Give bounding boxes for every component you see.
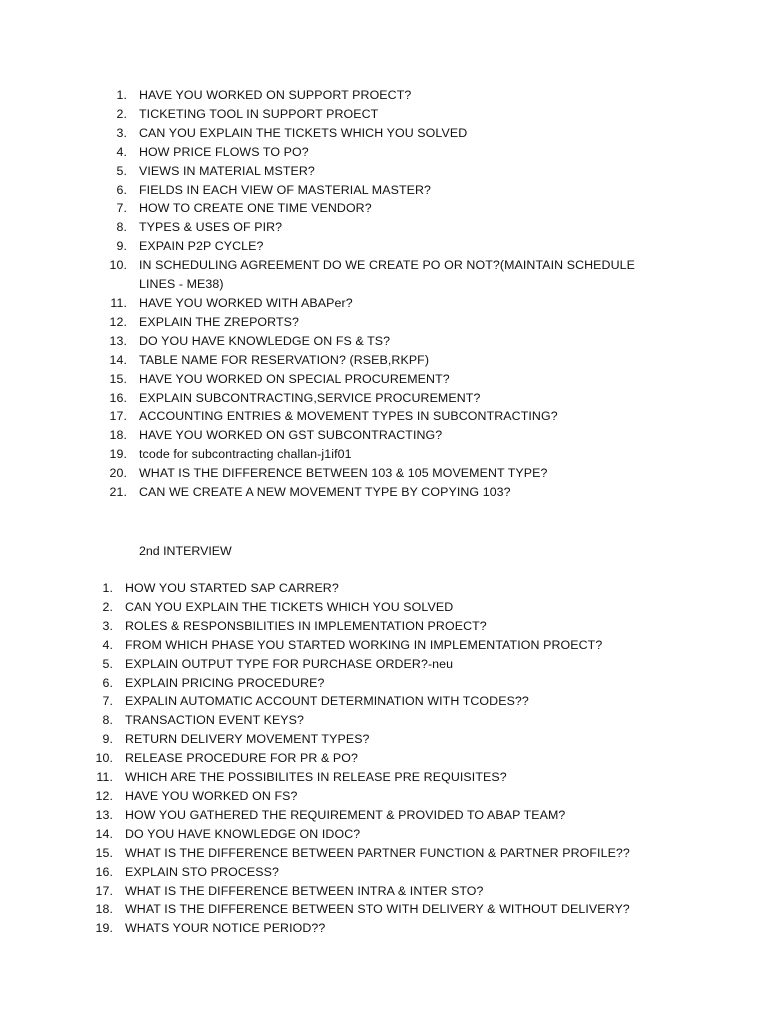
list-item-number: 11.: [96, 770, 113, 785]
list-item-number: 8.: [102, 713, 113, 728]
list-item-text: VIEWS IN MATERIAL MSTER?: [139, 163, 315, 178]
list-item-number: 21.: [109, 485, 127, 500]
list-item: [95, 825, 685, 844]
list-item: [95, 749, 685, 768]
list-item-number: 3.: [116, 125, 127, 140]
list-item-text: ACCOUNTING ENTRIES & MOVEMENT TYPES IN SUBCONTRACTING?: [139, 409, 558, 424]
list-item: [102, 636, 685, 655]
list-item-text: WHAT IS THE DIFFERENCE BETWEEN STO WITH DELIVERY & WITHOUT DELIVERY?: [125, 902, 630, 917]
list-item-number: 19.: [109, 447, 127, 462]
list-item: [102, 692, 685, 711]
list-item: [116, 162, 659, 181]
list-item-text: TYPES & USES OF PIR?: [139, 220, 283, 235]
list-item-number: 16.: [109, 390, 127, 405]
list-item-number: 15.: [109, 371, 127, 386]
list-item-number: 14.: [109, 352, 127, 367]
list-item-number: 12.: [109, 314, 127, 329]
list-item: [109, 445, 659, 464]
list-item-text: HOW YOU STARTED SAP CARRER?: [125, 581, 339, 595]
list-item: [102, 598, 685, 617]
second-interview-list: [95, 579, 685, 938]
list-item: [95, 863, 685, 882]
list-item-number: 18.: [109, 428, 127, 443]
list-item-number: 1.: [116, 88, 127, 102]
list-item-text: HOW YOU GATHERED THE REQUIREMENT & PROVIDED TO ABAP TEAM?: [125, 807, 566, 822]
list-item: [116, 86, 659, 105]
list-item-text: EXPALIN AUTOMATIC ACCOUNT DETERMINATION WITH TCODES??: [125, 694, 529, 709]
list-item-text: DO YOU HAVE KNOWLEDGE ON FS & TS?: [139, 333, 391, 348]
list-item: [109, 313, 659, 332]
list-item: [110, 294, 659, 313]
list-item-text: TICKETING TOOL IN SUPPORT PROECT: [139, 106, 379, 121]
list-item-text: HOW PRICE FLOWS TO PO?: [139, 144, 309, 159]
list-item-text: RETURN DELIVERY MOVEMENT TYPES?: [125, 732, 370, 747]
list-item-number: 7.: [116, 201, 127, 216]
list-item: [102, 655, 685, 674]
list-item-text: FROM WHICH PHASE YOU STARTED WORKING IN IMPLEMENTATION PROECT?: [125, 637, 603, 652]
list-item-number: 19.: [95, 921, 113, 936]
list-item-text: HAVE YOU WORKED WITH ABAPer?: [139, 295, 353, 310]
list-item-number: 14.: [95, 826, 113, 841]
list-item-number: 12.: [95, 788, 113, 803]
list-item-number: 5.: [102, 656, 113, 671]
list-item: [109, 426, 659, 445]
list-item-text: CAN WE CREATE A NEW MOVEMENT TYPE BY COPYING 103?: [139, 485, 511, 500]
list-item-text: EXPLAIN SUBCONTRACTING,SERVICE PROCUREMENT?: [139, 390, 481, 405]
list-item: [95, 919, 685, 938]
list-item-text: IN SCHEDULING AGREEMENT DO WE CREATE PO OR NOT?(MAINTAIN SCHEDULE LINES - ME38): [139, 258, 635, 292]
list-item-number: 9.: [116, 239, 127, 254]
list-item: [102, 674, 685, 693]
list-item-number: 4.: [102, 637, 113, 652]
list-item: [116, 181, 659, 200]
list-item-text: WHAT IS THE DIFFERENCE BETWEEN INTRA & INTER STO?: [125, 883, 484, 898]
list-item-number: 16.: [95, 864, 113, 879]
list-item-text: HAVE YOU WORKED ON FS?: [125, 788, 298, 803]
list-item-number: 6.: [102, 675, 113, 690]
list-item-number: 18.: [95, 902, 113, 917]
list-item: [109, 407, 659, 426]
list-item-number: 5.: [116, 163, 127, 178]
list-item: [109, 351, 659, 370]
list-item-number: 3.: [102, 618, 113, 633]
list-item-text: DO YOU HAVE KNOWLEDGE ON IDOC?: [125, 826, 361, 841]
list-item: [116, 143, 659, 162]
list-item-number: 2.: [116, 106, 127, 121]
list-item-text: FIELDS IN EACH VIEW OF MASTERIAL MASTER?: [139, 182, 432, 197]
list-item: [109, 464, 659, 483]
list-item-text: HOW TO CREATE ONE TIME VENDOR?: [139, 201, 372, 216]
list-item-number: 9.: [102, 732, 113, 747]
list-item-text: tcode for subcontracting challan-j1if01: [139, 447, 352, 462]
list-item-text: WHAT IS THE DIFFERENCE BETWEEN 103 & 105 MOVEMENT TYPE?: [139, 466, 548, 481]
list-item: [109, 370, 659, 389]
first-interview-list: [109, 86, 659, 502]
list-item: [95, 900, 685, 919]
list-item-number: 17.: [109, 409, 127, 424]
list-item: [95, 844, 685, 863]
list-item-text: EXPLAIN THE ZREPORTS?: [139, 314, 300, 329]
list-item-text: TABLE NAME FOR RESERVATION? (RSEB,RKPF): [139, 352, 430, 367]
list-item: [116, 218, 659, 237]
list-item: [109, 332, 659, 351]
list-item-number: 7.: [102, 694, 113, 709]
list-item-number: 8.: [116, 220, 127, 235]
list-item-text: RELEASE PROCEDURE FOR PR & PO?: [125, 751, 358, 766]
list-item: [102, 711, 685, 730]
list-item-number: 4.: [116, 144, 127, 159]
list-item-text: HAVE YOU WORKED ON SPECIAL PROCUREMENT?: [139, 371, 450, 386]
list-item: [109, 483, 659, 502]
list-item-text: HAVE YOU WORKED ON GST SUBCONTRACTING?: [139, 428, 443, 443]
list-item-text: HAVE YOU WORKED ON SUPPORT PROECT?: [139, 88, 412, 102]
list-item: [96, 768, 685, 787]
list-item-number: 10.: [95, 751, 113, 766]
list-item-text: ROLES & RESPONSBILITIES IN IMPLEMENTATION PROECT?: [125, 618, 487, 633]
list-item-text: CAN YOU EXPLAIN THE TICKETS WHICH YOU SOLVED: [125, 599, 454, 614]
list-item-text: EXPLAIN STO PROCESS?: [125, 864, 279, 879]
list-item: [109, 256, 659, 294]
list-item-number: 1.: [102, 581, 113, 595]
list-item-text: EXPAIN P2P CYCLE?: [139, 239, 264, 254]
list-item-text: WHICH ARE THE POSSIBILITES IN RELEASE PRE REQUISITES?: [125, 770, 507, 785]
list-item-text: EXPLAIN OUTPUT TYPE FOR PURCHASE ORDER?-neu: [125, 656, 454, 671]
list-item-text: CAN YOU EXPLAIN THE TICKETS WHICH YOU SOLVED: [139, 125, 468, 140]
list-item-number: 6.: [116, 182, 127, 197]
list-item-text: EXPLAIN PRICING PROCEDURE?: [125, 675, 325, 690]
list-item-number: 10.: [109, 258, 127, 273]
list-item: [95, 787, 685, 806]
list-item-number: 13.: [95, 807, 113, 822]
list-item-number: 20.: [109, 466, 127, 481]
list-item: [116, 199, 659, 218]
list-item: [109, 389, 659, 408]
list-item-number: 2.: [102, 599, 113, 614]
list-item-number: 13.: [109, 333, 127, 348]
list-item: [116, 237, 659, 256]
list-item-number: 15.: [95, 845, 113, 860]
list-item-text: WHAT IS THE DIFFERENCE BETWEEN PARTNER FUNCTION & PARTNER PROFILE??: [125, 845, 630, 860]
list-item: [95, 806, 685, 825]
list-item: [102, 617, 685, 636]
list-item-text: TRANSACTION EVENT KEYS?: [125, 713, 305, 728]
list-item-number: 11.: [110, 295, 127, 310]
list-item: [95, 882, 685, 901]
second-interview-heading: 2nd INTERVIEW: [139, 544, 232, 558]
list-item: [102, 730, 685, 749]
list-item-number: 17.: [95, 883, 113, 898]
list-item: [116, 124, 659, 143]
list-item-text: WHATS YOUR NOTICE PERIOD??: [125, 921, 326, 936]
list-item: [102, 579, 685, 598]
list-item: [116, 105, 659, 124]
